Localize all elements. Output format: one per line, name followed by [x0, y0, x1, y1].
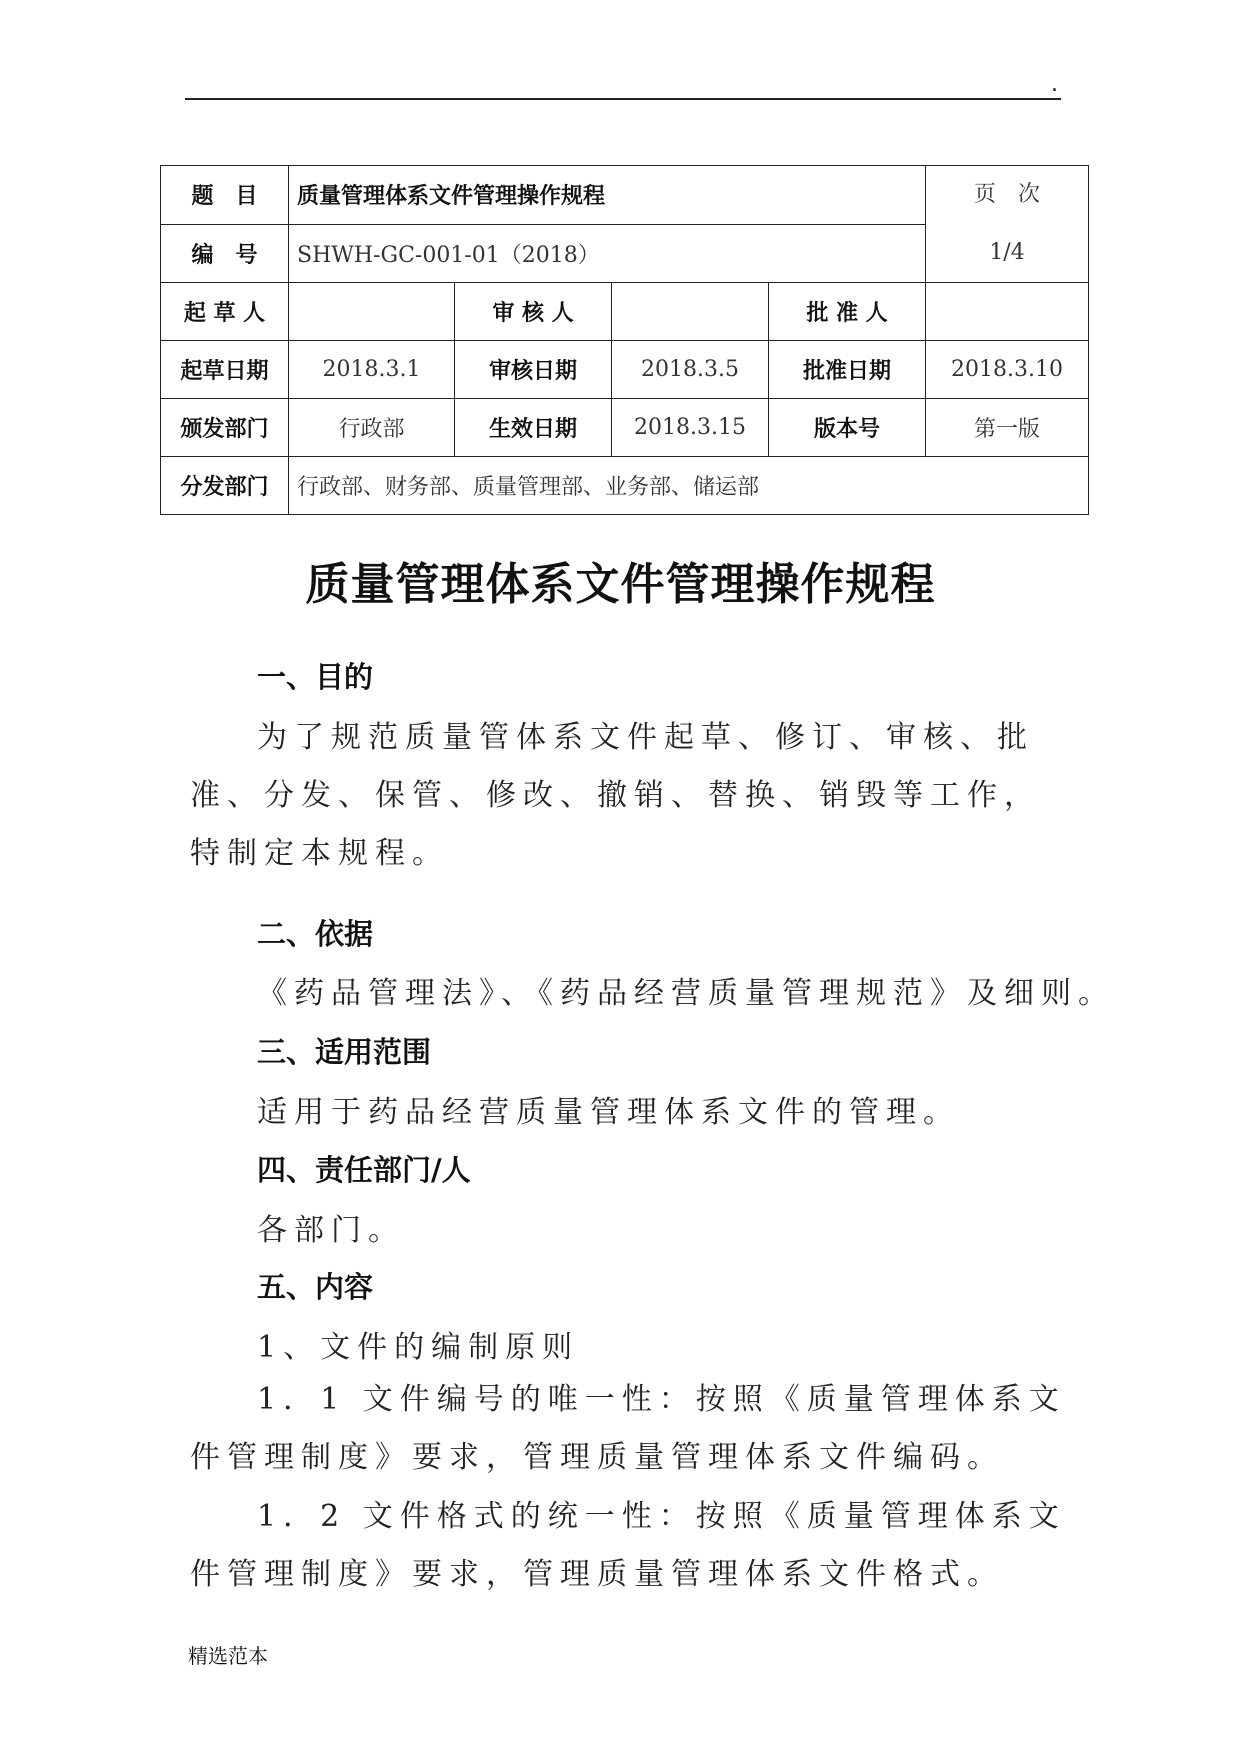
version-value: 第一版	[926, 399, 1089, 457]
section-5-item-1: 1、文件的编制原则	[257, 1330, 580, 1365]
reviewer-value	[612, 283, 769, 341]
issuing-dept-label: 颁发部门	[161, 399, 289, 457]
footer-text: 精选范本	[188, 1644, 268, 1668]
effective-date-value: 2018.3.15	[612, 399, 769, 457]
reviewer-label: 审 核 人	[455, 283, 612, 341]
section-4-heading: 四、责任部门/人	[257, 1153, 471, 1187]
title-label: 题 目	[161, 166, 289, 225]
review-date-value: 2018.3.5	[612, 341, 769, 399]
drafter-value	[289, 283, 455, 341]
issuing-dept-value: 行政部	[289, 399, 455, 457]
approver-value	[926, 283, 1089, 341]
header-rule	[185, 98, 1061, 100]
version-label: 版本号	[769, 399, 926, 457]
draft-date-value: 2018.3.1	[289, 341, 455, 399]
page-cell	[926, 166, 1089, 283]
section-3-heading: 三、适用范围	[257, 1035, 432, 1069]
review-date-label: 审核日期	[455, 341, 612, 399]
approve-date-value: 2018.3.10	[926, 341, 1089, 399]
section-1-text: 为了规范质量管体系文件起草、修订、审核、批准、分发、保管、修改、撤销、替换、销毁等工作，特制定本规程。	[190, 720, 1041, 871]
distribution-value: 行政部、财务部、质量管理部、业务部、储运部	[289, 457, 1089, 515]
section-5-item-1-2: 1．2 文件格式的统一性：按照《质量管理体系文件管理制度》要求，管理质量管理体系文件格式。	[190, 1499, 1066, 1592]
page-value: 1/4	[989, 240, 1025, 265]
effective-date-label: 生效日期	[455, 399, 612, 457]
draft-date-label: 起草日期	[161, 341, 289, 399]
section-5-item-1-1: 1．1 文件编号的唯一性：按照《质量管理体系文件管理制度》要求，管理质量管理体系文件编码。	[190, 1382, 1066, 1475]
section-3-text: 适用于药品经营质量管理体系文件的管理。	[257, 1095, 960, 1130]
number-label: 编 号	[161, 224, 289, 283]
section-2-heading: 二、依据	[257, 917, 374, 951]
drafter-label: 起 草 人	[161, 283, 289, 341]
header-dot: .	[1051, 72, 1058, 97]
section-2-text: 《药品管理法》、《药品经营质量管理规范》及细则。	[257, 976, 1115, 1011]
approve-date-label: 批准日期	[769, 341, 926, 399]
title-value: 质量管理体系文件管理操作规程	[289, 166, 926, 225]
document-title: 质量管理体系文件管理操作规程	[305, 559, 936, 610]
number-value: SHWH-GC-001-01（2018）	[289, 224, 926, 283]
page-label: 页 次	[974, 182, 1041, 207]
document-control-table	[160, 165, 1089, 515]
approver-label: 批 准 人	[769, 283, 926, 341]
section-4-text: 各部门。	[257, 1213, 405, 1248]
section-5-heading: 五、内容	[257, 1270, 374, 1304]
section-1-heading: 一、目的	[257, 660, 374, 694]
distribution-label: 分发部门	[161, 457, 289, 515]
